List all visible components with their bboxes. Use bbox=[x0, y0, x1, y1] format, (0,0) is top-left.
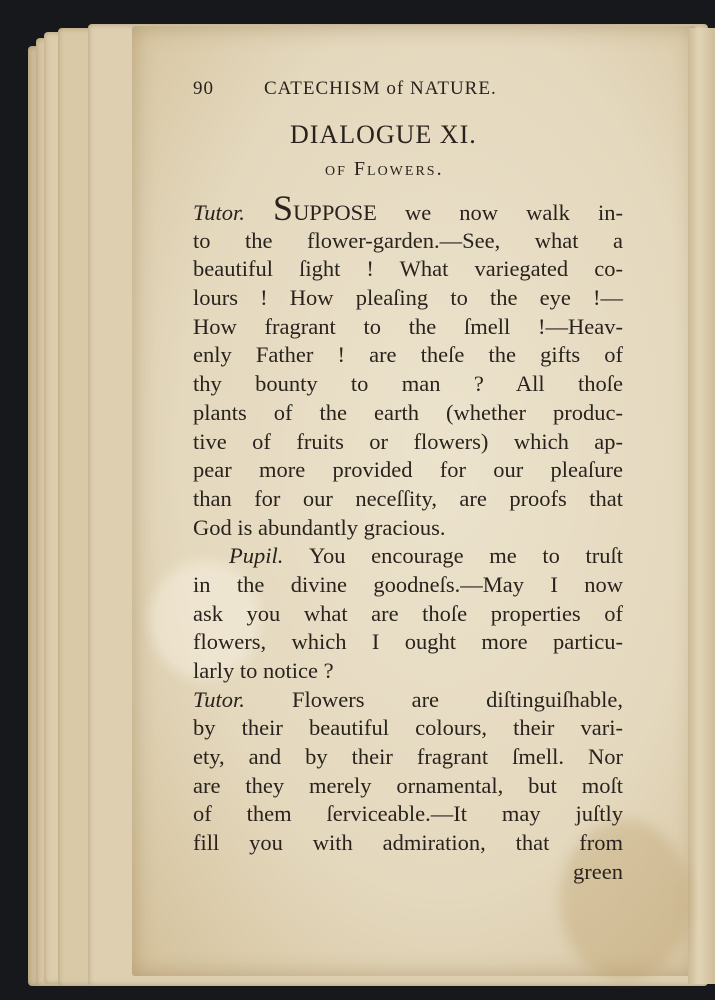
line-text: in the divine goodneſs.—May I now bbox=[193, 571, 623, 597]
catchword: green bbox=[573, 858, 623, 884]
line-text: beautiful ſight ! What variegated co- bbox=[193, 256, 623, 282]
line-text: enly Father ! are theſe the gifts of bbox=[193, 342, 623, 368]
line-text: thy bounty to man ? All thoſe bbox=[193, 371, 623, 397]
line-text: Flowers are diſtinguiſhable, bbox=[292, 686, 623, 712]
text-line bbox=[193, 686, 623, 715]
text-line bbox=[193, 714, 623, 743]
line-text: tive of fruits or flowers) which ap- bbox=[193, 428, 623, 454]
line-text: ask you what are thoſe properties of bbox=[193, 600, 623, 626]
line-text: UPPOSE we now walk in- bbox=[293, 200, 623, 225]
speaker-label: Pupil. bbox=[229, 543, 310, 569]
text-line bbox=[193, 227, 623, 256]
speaker-label: Tutor. bbox=[193, 686, 292, 712]
line-text: God is abundantly gracious. bbox=[193, 514, 446, 540]
text-line bbox=[193, 628, 623, 657]
text-line bbox=[193, 542, 623, 571]
dialogue-heading: DIALOGUE XI. bbox=[290, 120, 477, 149]
line-text: How fragrant to the ſmell !—Heav- bbox=[193, 313, 623, 339]
line-text: are they merely ornamental, but moſt bbox=[193, 772, 623, 798]
line-text: lours ! How pleaſing to the eye !— bbox=[193, 285, 623, 311]
text-line bbox=[193, 800, 623, 829]
line-text: ety, and by their fragrant ſmell. Nor bbox=[193, 744, 623, 770]
text-line bbox=[193, 428, 623, 457]
text-line bbox=[193, 657, 623, 686]
text-line bbox=[193, 743, 623, 772]
text-line bbox=[193, 456, 623, 485]
text-line bbox=[193, 829, 623, 858]
drop-capital: S bbox=[273, 188, 294, 228]
text-line bbox=[193, 772, 623, 801]
line-text: You encourage me to truſt bbox=[309, 543, 623, 569]
text-line bbox=[193, 514, 623, 543]
line-text: fill you with admiration, that from bbox=[193, 830, 623, 856]
line-text: flowers, which I ought more particu- bbox=[193, 629, 623, 655]
facing-page-edge bbox=[688, 28, 715, 984]
line-text: larly to notice ? bbox=[193, 658, 334, 683]
text-line bbox=[193, 571, 623, 600]
dialogue-text bbox=[193, 188, 623, 887]
line-text: plants of the earth (whether produc- bbox=[193, 399, 623, 425]
text-line bbox=[193, 341, 623, 370]
text-line bbox=[193, 255, 623, 284]
text-line bbox=[193, 313, 623, 342]
dialogue-subject: of Flowers. bbox=[325, 158, 444, 180]
line-text: by their beautiful colours, their vari- bbox=[193, 715, 623, 741]
line-text: of them ſerviceable.—It may juſtly bbox=[193, 801, 623, 827]
running-title: CATECHISM of NATURE. bbox=[264, 78, 497, 99]
text-line bbox=[193, 399, 623, 428]
line-text: pear more provided for our pleaſure bbox=[193, 457, 623, 483]
line-text: than for our neceſſity, are proofs that bbox=[193, 485, 623, 511]
text-line bbox=[193, 370, 623, 399]
text-line bbox=[193, 284, 623, 313]
page-number: 90 bbox=[193, 78, 214, 99]
text-line bbox=[193, 485, 623, 514]
line-text: to the flower-garden.—See, what a bbox=[193, 227, 623, 253]
text-line bbox=[193, 600, 623, 629]
speaker-label: Tutor. bbox=[193, 200, 274, 225]
text-line bbox=[193, 188, 623, 228]
